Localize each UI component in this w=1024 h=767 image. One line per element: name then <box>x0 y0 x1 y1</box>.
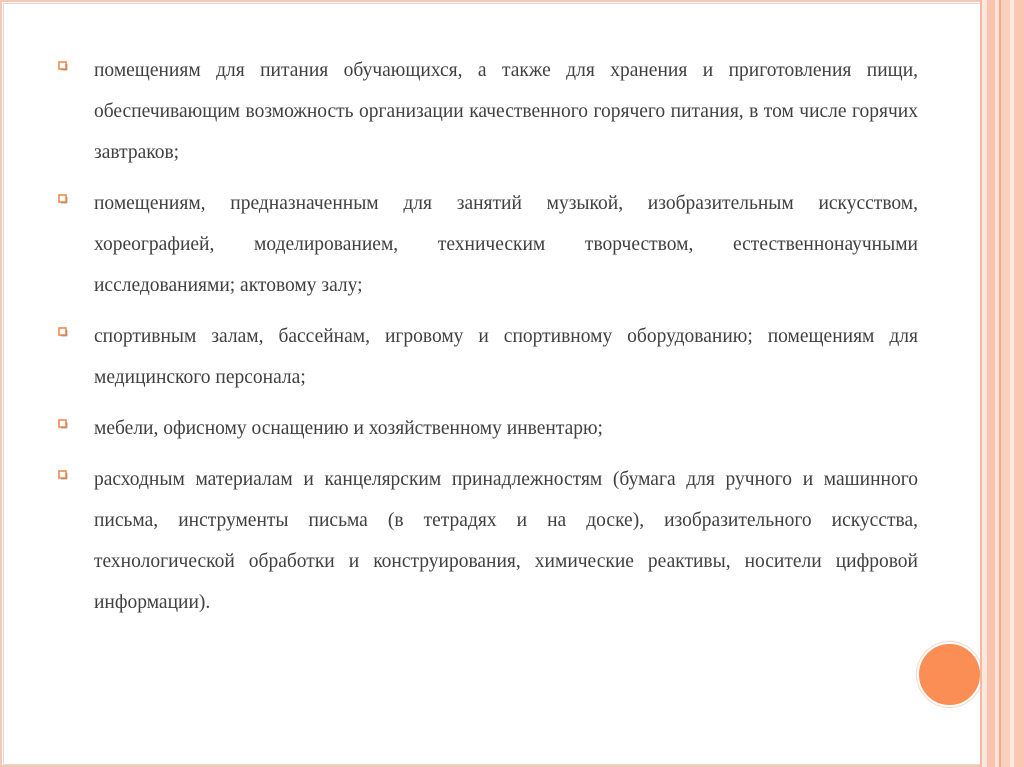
list-item <box>58 50 918 173</box>
bullet-text: помещениям для питания обучающихся, а также для хранения и приготовления пищи, обеспечивающим возможность организации качественного горячего питания, в том числе горячих завтраков; <box>94 60 918 163</box>
hollow-square-bullet-icon <box>58 470 68 480</box>
bullet-text: мебели, офисному оснащению и хозяйственному инвентарю; <box>94 418 603 439</box>
stripe <box>987 0 995 767</box>
stripe <box>1001 0 1010 767</box>
hollow-square-bullet-icon <box>58 419 68 429</box>
list-item <box>58 408 918 449</box>
bullet-text: спортивным залам, бассейнам, игровому и спортивному оборудованию; помещениям для медицинского персонала; <box>94 326 918 388</box>
list-item <box>58 459 918 623</box>
hollow-square-bullet-icon <box>58 194 68 204</box>
hollow-square-bullet-icon <box>58 327 68 337</box>
decorative-stripes <box>980 0 1024 767</box>
list-item <box>58 183 918 306</box>
orange-circle-decoration <box>917 642 982 707</box>
bullet-list <box>58 50 918 633</box>
list-item <box>58 316 918 398</box>
hollow-square-bullet-icon <box>58 61 68 71</box>
bullet-text: помещениям, предназначенным для занятий музыкой, изобразительным искусством, хореографией, моделированием, техническим творчеством, естественнонаучными исследованиями; актовому залу; <box>94 193 918 296</box>
bullet-text: расходным материалам и канцелярским принадлежностям (бумага для ручного и машинного письма, инструменты письма (в тетрадях и на доске), изобразительного искусства, технологической обработки и конструирования, химические реактивы, носители цифровой информации). <box>94 469 918 613</box>
stripe <box>1014 0 1024 767</box>
